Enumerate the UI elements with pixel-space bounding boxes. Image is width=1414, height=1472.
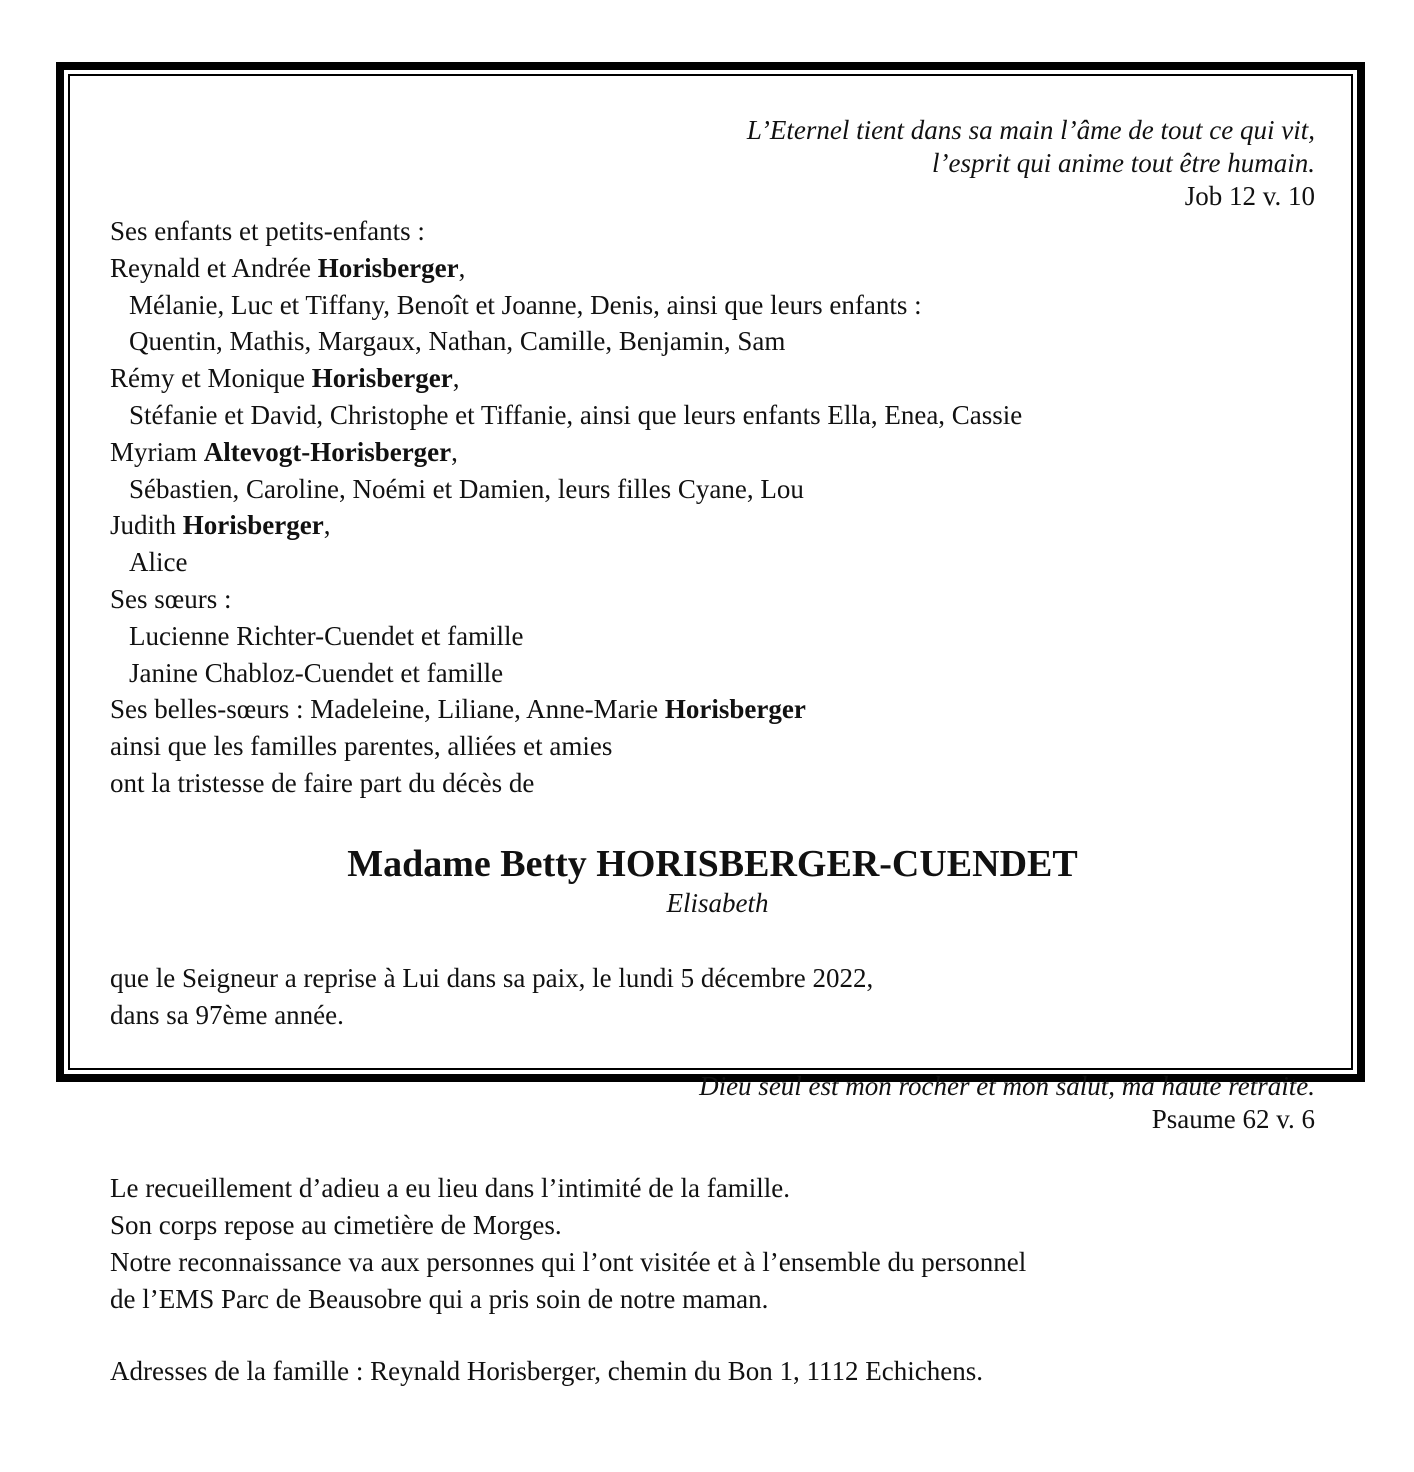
family-address: Adresses de la famille : Reynald Horisberger, chemin du Bon 1, 1112 Echichens. xyxy=(110,1355,983,1386)
family-head-suffix: , xyxy=(323,510,331,541)
passing-line-2: dans sa 97ème année. xyxy=(110,999,344,1030)
passing-line-1: que le Seigneur a reprise à Lui dans sa paix, le lundi 5 décembre 2022, xyxy=(110,962,874,993)
deceased-given-name: Elisabeth xyxy=(666,887,769,918)
sisters-in-law xyxy=(110,691,1315,728)
notes-line-3: Notre reconnaissance va aux personnes qui l’ont visitée et à l’ensemble du personnel xyxy=(110,1246,1027,1277)
sister-line: Lucienne Richter-Cuendet et famille xyxy=(129,620,524,651)
obituary-frame xyxy=(56,62,1365,1386)
sisters-in-law-surname: Horisberger xyxy=(664,694,806,725)
family-intro: Ses enfants et petits-enfants : xyxy=(110,216,425,246)
epigraph-reference: Job 12 v. 10 xyxy=(1184,181,1315,211)
family-head-1 xyxy=(110,250,1315,287)
family-head-surname: Horisberger xyxy=(182,510,324,541)
family-head-first: Reynald et Andrée xyxy=(110,252,318,283)
family-member-line: Sébastien, Caroline, Noémi et Damien, leurs filles Cyane, Lou xyxy=(129,473,804,504)
family-head-3 xyxy=(110,434,1315,471)
notes-line-4: de l’EMS Parc de Beausobre qui a pris soin de notre maman. xyxy=(110,1283,769,1314)
psalm-reference: Psaume 62 v. 6 xyxy=(1151,1104,1315,1135)
family-head-first: Myriam xyxy=(110,436,204,467)
notes-line-1: Le recueillement d’adieu a eu lieu dans l’intimité de la famille. xyxy=(110,1173,790,1204)
family-head-surname: Horisberger xyxy=(311,363,453,394)
sisters-in-law-names: Ses belles-sœurs : Madeleine, Liliane, Anne-Marie xyxy=(110,694,665,725)
announcement-line: ont la tristesse de faire part du décès de xyxy=(110,767,535,798)
family-member-line: Quentin, Mathis, Margaux, Nathan, Camille, Benjamin, Sam xyxy=(129,326,786,357)
sister-line: Janine Chabloz-Cuendet et famille xyxy=(129,657,504,688)
family-head-2 xyxy=(110,360,1315,397)
family-head-suffix: , xyxy=(451,436,458,467)
family-head-4 xyxy=(110,507,1315,544)
sisters-intro: Ses sœurs : xyxy=(110,583,232,614)
family-head-suffix: , xyxy=(458,252,466,283)
family-member-line: Mélanie, Luc et Tiffany, Benoît et Joanne, Denis, ainsi que leurs enfants : xyxy=(129,289,922,320)
family-member-line: Alice xyxy=(129,547,188,578)
allied-families: ainsi que les familles parentes, alliées et amies xyxy=(110,731,613,762)
psalm-quote: Dieu seul est mon rocher et mon salut, ma haute retraite. xyxy=(699,1071,1315,1102)
epigraph-line-2: l’esprit qui anime tout être humain. xyxy=(932,148,1315,178)
family-member-line: Stéfanie et David, Christophe et Tiffanie, ainsi que leurs enfants Ella, Enea, Cassie xyxy=(129,399,1023,430)
notes-line-2: Son corps repose au cimetière de Morges. xyxy=(110,1210,562,1241)
family-head-first: Judith xyxy=(110,510,183,541)
family-head-suffix: , xyxy=(452,363,460,394)
family-head-first: Rémy et Monique xyxy=(110,363,312,394)
family-head-surname: Horisberger xyxy=(317,252,459,283)
obituary-content xyxy=(110,114,1315,1389)
deceased-name: Madame Betty HORISBERGER-CUENDET xyxy=(347,842,1078,885)
family-head-surname: Altevogt-Horisberger xyxy=(203,436,452,467)
epigraph-line-1: L’Eternel tient dans sa main l’âme de tout ce qui vit, xyxy=(746,115,1315,145)
